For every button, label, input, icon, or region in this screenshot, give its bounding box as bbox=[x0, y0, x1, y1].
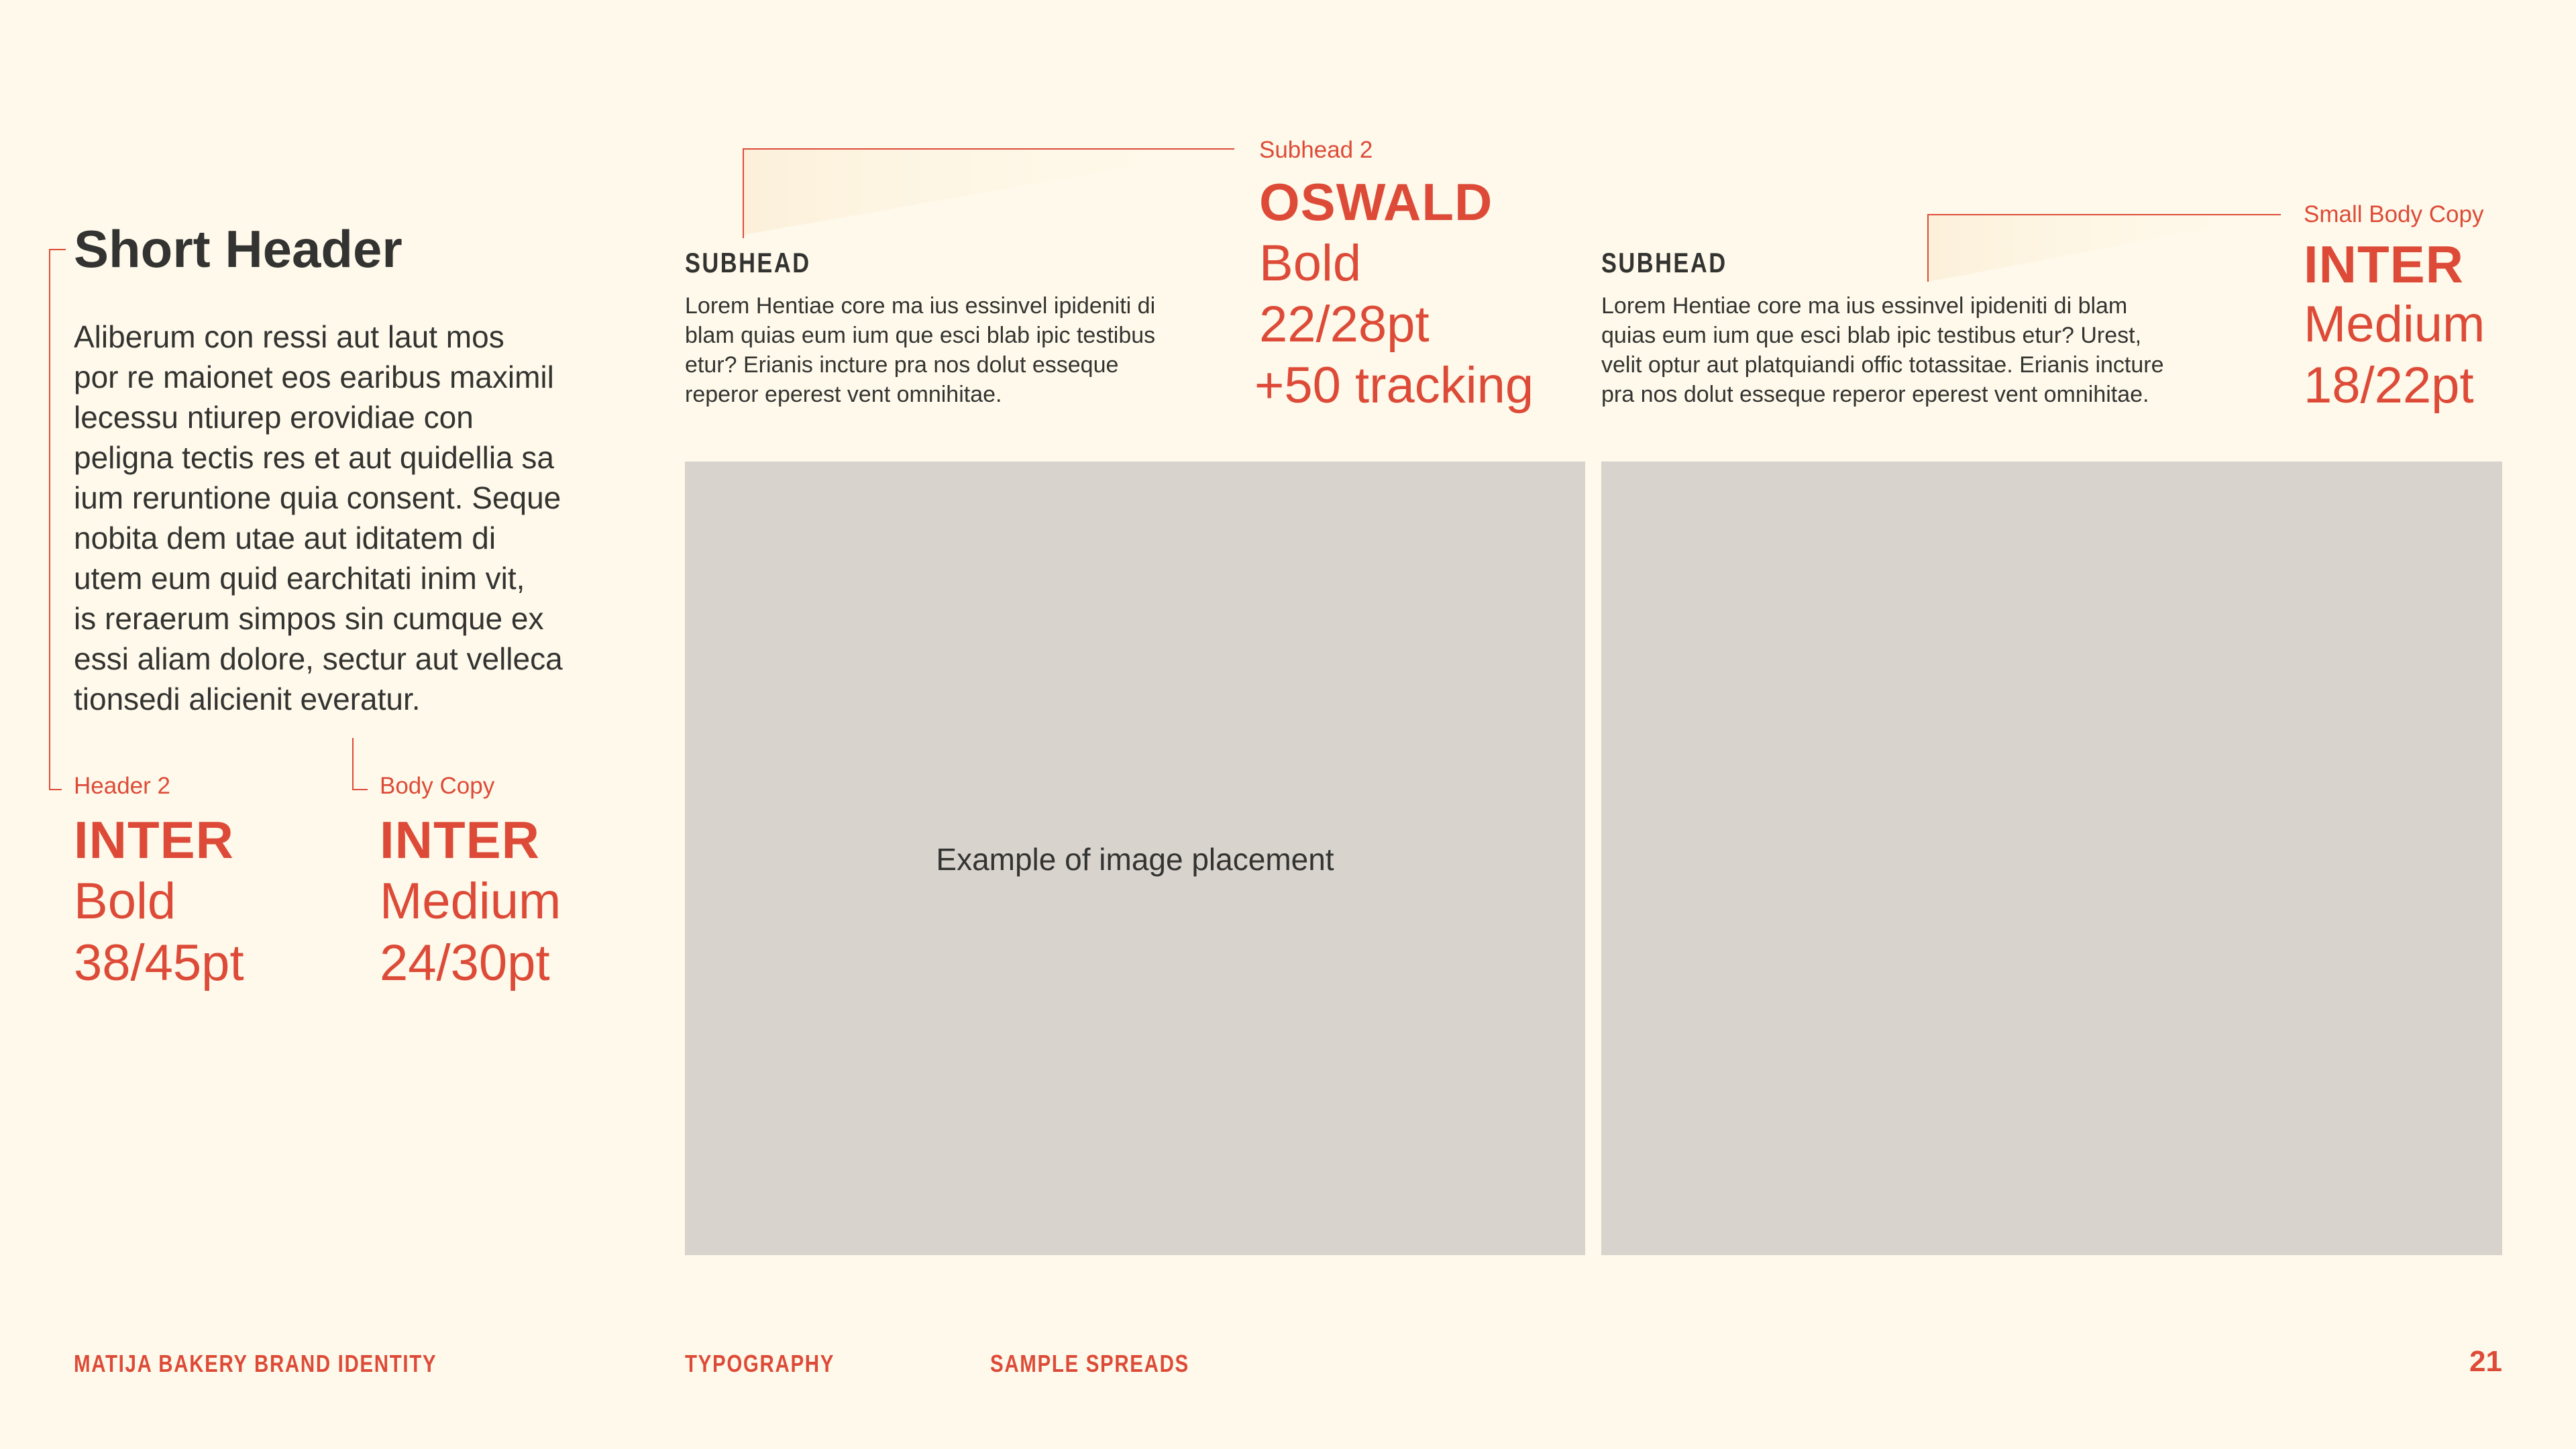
header2-spec-label: Header 2 bbox=[74, 773, 170, 799]
small-body-spec-label: Small Body Copy bbox=[2304, 201, 2484, 227]
subhead2-connector bbox=[743, 149, 1234, 238]
body-line: tionsedi alicienit everatur. bbox=[74, 682, 421, 716]
subhead2-spec-size: 22/28pt bbox=[1259, 296, 1430, 353]
subhead2-spec-label: Subhead 2 bbox=[1259, 137, 1373, 163]
spread-b-line: velit optur aut platquiandi offic totassitae. Erianis incture bbox=[1601, 352, 2164, 378]
spread-a-line: blam quias eum ium que esci blab ipic testibus bbox=[685, 323, 1156, 348]
header2-spec-font: INTER bbox=[74, 810, 234, 869]
footer-section: TYPOGRAPHY bbox=[685, 1350, 835, 1377]
spread-a-subhead: SUBHEAD bbox=[685, 247, 811, 278]
spread-b-text bbox=[1601, 291, 2272, 409]
body-line: lecessu ntiurep erovidiae con bbox=[74, 400, 474, 435]
spread-a-line: Lorem Hentiae core ma ius essinvel ipideniti di bbox=[685, 293, 1156, 319]
spread-b-line: Lorem Hentiae core ma ius essinvel ipideniti di blam bbox=[1601, 293, 2128, 319]
body-line: por re maionet eos earibus maximil bbox=[74, 360, 554, 394]
spread-b-line: pra nos dolut esseque reperor eperest vent omnihitae. bbox=[1601, 382, 2149, 407]
spread-a-line: etur? Erianis incture pra nos dolut esseque bbox=[685, 352, 1119, 378]
header-bracket bbox=[50, 250, 66, 790]
small-body-connector bbox=[1928, 215, 2281, 282]
footer-subsection: SAMPLE SPREADS bbox=[990, 1350, 1189, 1377]
body-spec-weight: Medium bbox=[380, 873, 561, 930]
body-line: is reraerum simpos sin cumque ex bbox=[74, 601, 544, 636]
header2-spec-size: 38/45pt bbox=[74, 934, 244, 991]
spread-a-text bbox=[685, 291, 1235, 409]
spread-b-line: quias eum ium que esci blab ipic testibus etur? Urest, bbox=[1601, 323, 2142, 348]
body-line: nobita dem utae aut iditatem di bbox=[74, 521, 496, 555]
header2-spec-weight: Bold bbox=[74, 873, 176, 930]
footer-brand: MATIJA BAKERY BRAND IDENTITY bbox=[74, 1350, 437, 1377]
body-line: essi aliam dolore, sectur aut velleca bbox=[74, 641, 563, 676]
small-body-spec-font: INTER bbox=[2304, 235, 2464, 294]
subhead2-spec-tracking: +50 tracking bbox=[1254, 357, 1534, 414]
body-line: utem eum quid earchitati inim vit, bbox=[74, 561, 525, 596]
body-copy-bracket bbox=[353, 738, 368, 790]
body-spec-size: 24/30pt bbox=[380, 934, 550, 991]
body-line: peligna tectis res et aut quidellia sa bbox=[74, 440, 554, 475]
image-placement-caption: Example of image placement bbox=[936, 842, 1334, 877]
short-header: Short Header bbox=[74, 219, 402, 278]
image-placeholder-a bbox=[685, 462, 1585, 1255]
subhead2-spec-font: OSWALD bbox=[1259, 172, 1493, 231]
body-line: Aliberum con ressi aut laut mos bbox=[74, 319, 504, 354]
body-spec-font: INTER bbox=[380, 810, 540, 869]
spread-a-line: reperor eperest vent omnihitae. bbox=[685, 382, 1002, 407]
body-line: ium reruntione quia consent. Seque bbox=[74, 480, 561, 515]
subhead2-spec-weight: Bold bbox=[1259, 235, 1362, 292]
image-placeholder-b bbox=[1601, 462, 2502, 1255]
spread-b-subhead: SUBHEAD bbox=[1601, 247, 1727, 278]
body-copy-sample bbox=[74, 317, 637, 719]
small-body-spec-size: 18/22pt bbox=[2304, 357, 2474, 414]
body-spec-label: Body Copy bbox=[380, 773, 495, 799]
page-number: 21 bbox=[2469, 1345, 2502, 1378]
small-body-spec-weight: Medium bbox=[2304, 296, 2485, 353]
